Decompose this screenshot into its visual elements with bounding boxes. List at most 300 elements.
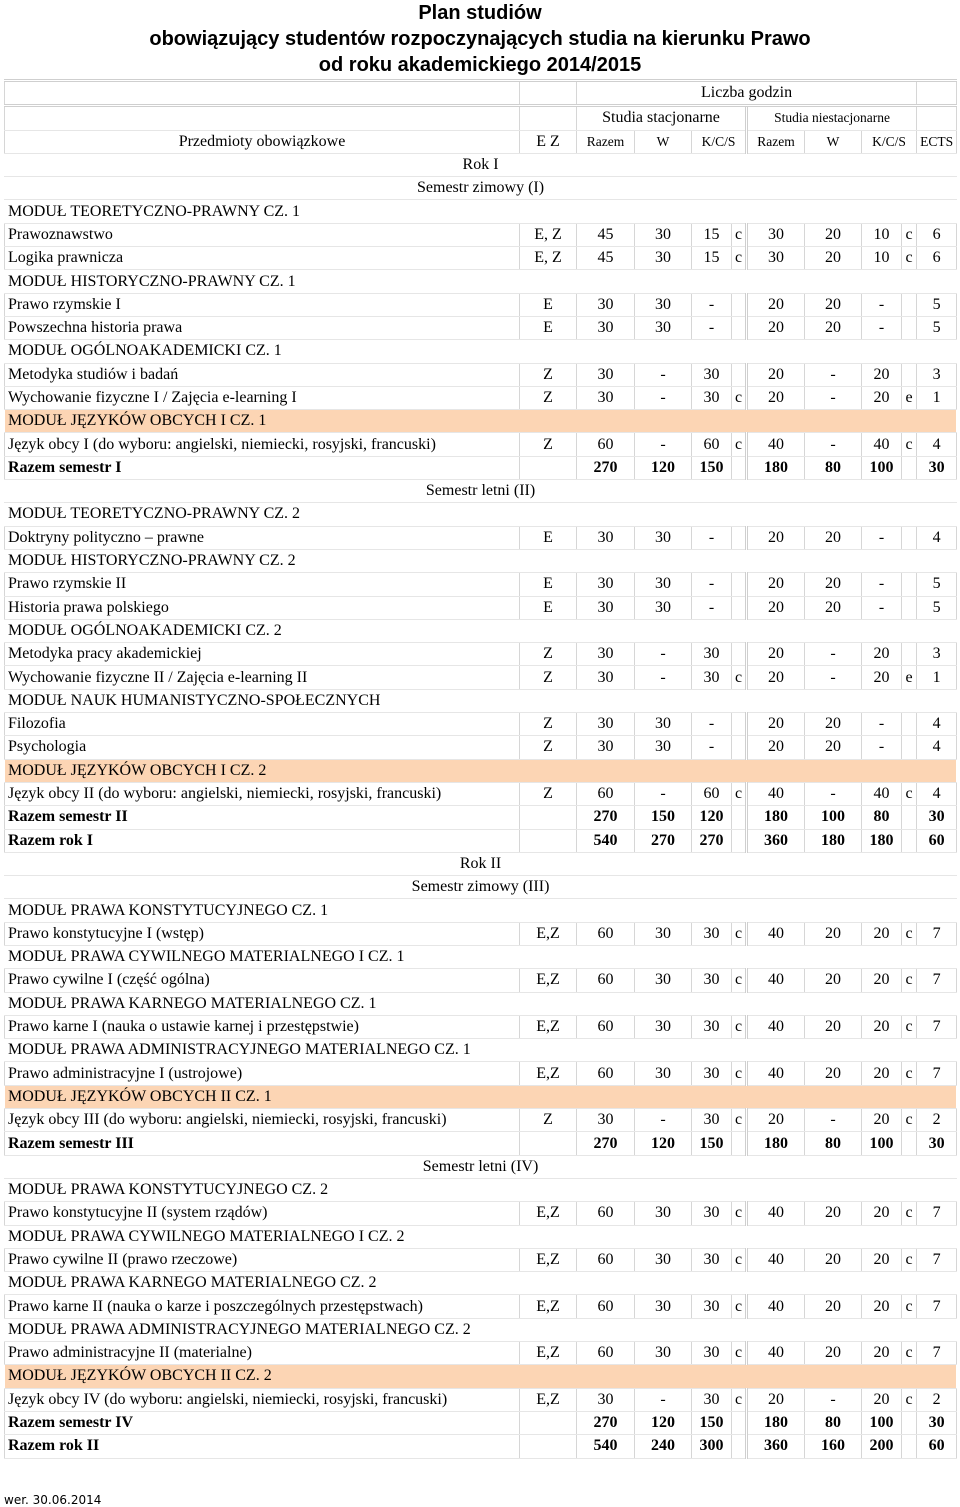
full-time-total: 270 <box>577 806 635 829</box>
full-time-classes: 30 <box>692 1295 732 1318</box>
full-time-class-type: c <box>732 1248 747 1271</box>
part-time-class-type <box>902 806 917 829</box>
full-time-lectures: - <box>635 363 692 386</box>
full-time-classes: 30 <box>692 386 732 409</box>
part-time-total: 180 <box>747 806 805 829</box>
part-time-classes: 10 <box>862 247 902 270</box>
full-time-lectures: 30 <box>635 1202 692 1225</box>
part-time-class-type <box>902 596 917 619</box>
part-time-lectures: 20 <box>805 736 862 759</box>
subject-name: Powszechna historia prawa <box>5 316 520 339</box>
section-heading-row <box>5 177 957 200</box>
exam-form: Z <box>520 713 577 736</box>
full-time-total: 30 <box>577 316 635 339</box>
module-row <box>5 992 957 1015</box>
part-time-total: 40 <box>747 1015 805 1038</box>
part-time-total: 20 <box>747 736 805 759</box>
section-heading: Rok I <box>5 153 957 176</box>
part-time-classes: 20 <box>862 643 902 666</box>
ects-points: 30 <box>917 806 957 829</box>
exam-form: E <box>520 316 577 339</box>
part-time-lectures: 20 <box>805 1202 862 1225</box>
full-time-total: 30 <box>577 666 635 689</box>
part-time-class-type <box>902 736 917 759</box>
part-time-total: 30 <box>747 223 805 246</box>
part-time-total: 40 <box>747 969 805 992</box>
header-row-columns <box>5 130 957 153</box>
exam-form: E,Z <box>520 969 577 992</box>
module-row <box>5 899 957 922</box>
ects-header: ECTS <box>917 130 957 153</box>
part-time-header: Studia niestacjonarne <box>747 106 917 130</box>
exam-form: E,Z <box>520 922 577 945</box>
full-time-class-type <box>732 456 747 479</box>
full-time-total: 270 <box>577 456 635 479</box>
section-heading-row <box>5 876 957 899</box>
subject-name: Język obcy IV (do wyboru: angielski, niemiecki, rosyjski, francuski) <box>5 1388 520 1411</box>
version-footer: wer. 30.06.2014 <box>4 1493 102 1507</box>
part-time-classes: 40 <box>862 433 902 456</box>
part-time-class-type: c <box>902 1109 917 1132</box>
language-module-row <box>5 1085 957 1108</box>
section-heading: Semestr zimowy (III) <box>5 876 957 899</box>
full-time-class-type <box>732 713 747 736</box>
language-module-row <box>5 410 957 433</box>
module-row <box>5 549 957 572</box>
ects-points: 30 <box>917 1411 957 1434</box>
ects-points: 5 <box>917 316 957 339</box>
module-row <box>5 1178 957 1201</box>
part-time-total: 20 <box>747 316 805 339</box>
full-time-total: 60 <box>577 433 635 456</box>
part-time-total: 20 <box>747 1109 805 1132</box>
total-row <box>5 456 957 479</box>
part-time-classes: 20 <box>862 1248 902 1271</box>
full-time-total: 30 <box>577 596 635 619</box>
language-module-row <box>5 759 957 782</box>
section-heading: Semestr zimowy (I) <box>5 177 957 200</box>
section-heading-row <box>5 852 957 875</box>
full-time-total: 30 <box>577 526 635 549</box>
subject-name: Prawoznawstwo <box>5 223 520 246</box>
title-line-1: Plan studiów <box>418 2 542 24</box>
ects-points: 3 <box>917 363 957 386</box>
subject-row <box>5 1015 957 1038</box>
part-time-class-type: c <box>902 1015 917 1038</box>
part-time-lectures: 20 <box>805 1342 862 1365</box>
part-time-total: 180 <box>747 1411 805 1434</box>
part-time-class-type: c <box>902 1295 917 1318</box>
full-time-total: 30 <box>577 736 635 759</box>
part-time-classes: - <box>862 596 902 619</box>
exam-form <box>520 1132 577 1155</box>
exam-header: E Z <box>520 130 577 153</box>
part-time-classes: 10 <box>862 223 902 246</box>
part-time-class-type: c <box>902 1062 917 1085</box>
full-time-classes: 60 <box>692 433 732 456</box>
part-time-total: 40 <box>747 1062 805 1085</box>
full-time-lectures: 30 <box>635 1342 692 1365</box>
full-time-lectures: 120 <box>635 1132 692 1155</box>
subject-row <box>5 736 957 759</box>
full-time-lectures: 30 <box>635 1015 692 1038</box>
ects-points: 7 <box>917 1295 957 1318</box>
full-time-lectures: 120 <box>635 456 692 479</box>
full-time-lectures: - <box>635 1109 692 1132</box>
part-time-lectures: 20 <box>805 596 862 619</box>
subject-row <box>5 433 957 456</box>
full-time-class-type <box>732 1411 747 1434</box>
part-time-total: 30 <box>747 247 805 270</box>
section-heading-row <box>5 153 957 176</box>
part-time-classes: - <box>862 713 902 736</box>
total-label: Razem rok I <box>5 829 520 852</box>
part-time-total: 20 <box>747 596 805 619</box>
part-time-class-type: c <box>902 782 917 805</box>
module-row <box>5 619 957 642</box>
part-time-total: 40 <box>747 922 805 945</box>
subject-row <box>5 782 957 805</box>
full-time-classes: 60 <box>692 782 732 805</box>
subject-name: Prawo rzymskie I <box>5 293 520 316</box>
part-time-class-type: c <box>902 1388 917 1411</box>
module-title: MODUŁ PRAWA ADMINISTRACYJNEGO MATERIALNEGO CZ. 2 <box>5 1318 957 1341</box>
total-row <box>5 829 957 852</box>
subject-name: Metodyka pracy akademickiej <box>5 643 520 666</box>
part-time-class-type <box>902 1411 917 1434</box>
module-title: MODUŁ PRAWA KONSTYTUCYJNEGO CZ. 2 <box>5 1178 957 1201</box>
subject-row <box>5 526 957 549</box>
subject-name: Prawo administracyjne II (materialne) <box>5 1342 520 1365</box>
full-time-classes-header: K/C/S <box>692 130 747 153</box>
full-time-lectures: - <box>635 433 692 456</box>
part-time-total: 360 <box>747 829 805 852</box>
total-label: Razem rok II <box>5 1435 520 1458</box>
full-time-lectures: - <box>635 386 692 409</box>
full-time-total: 45 <box>577 223 635 246</box>
full-time-total: 540 <box>577 829 635 852</box>
full-time-total: 270 <box>577 1411 635 1434</box>
subject-row <box>5 1202 957 1225</box>
exam-form: E <box>520 526 577 549</box>
part-time-lectures: - <box>805 666 862 689</box>
full-time-classes: 30 <box>692 643 732 666</box>
full-time-lectures-header: W <box>635 130 692 153</box>
part-time-total: 20 <box>747 526 805 549</box>
subject-row <box>5 1109 957 1132</box>
exam-form: E <box>520 573 577 596</box>
full-time-total: 60 <box>577 922 635 945</box>
total-label: Razem semestr II <box>5 806 520 829</box>
part-time-total: 40 <box>747 1342 805 1365</box>
section-heading: Semestr letni (II) <box>5 480 957 503</box>
subject-row <box>5 316 957 339</box>
part-time-lectures: 20 <box>805 922 862 945</box>
part-time-lectures: 20 <box>805 573 862 596</box>
total-label: Razem semestr III <box>5 1132 520 1155</box>
part-time-class-type <box>902 1435 917 1458</box>
part-time-classes: 180 <box>862 829 902 852</box>
exam-form: E,Z <box>520 1248 577 1271</box>
part-time-lectures: - <box>805 643 862 666</box>
full-time-class-type: c <box>732 247 747 270</box>
full-time-total: 30 <box>577 1109 635 1132</box>
part-time-classes: 20 <box>862 386 902 409</box>
subject-name: Logika prawnicza <box>5 247 520 270</box>
part-time-classes: 80 <box>862 806 902 829</box>
part-time-total: 20 <box>747 293 805 316</box>
full-time-classes: 30 <box>692 1342 732 1365</box>
full-time-classes: 30 <box>692 363 732 386</box>
ects-points: 7 <box>917 969 957 992</box>
full-time-class-type: c <box>732 1202 747 1225</box>
full-time-lectures: - <box>635 1388 692 1411</box>
full-time-total: 540 <box>577 1435 635 1458</box>
exam-form: Z <box>520 433 577 456</box>
ects-points: 2 <box>917 1388 957 1411</box>
full-time-lectures: 30 <box>635 293 692 316</box>
module-title: MODUŁ PRAWA CYWILNEGO MATERIALNEGO I CZ. 2 <box>5 1225 957 1248</box>
exam-form: E,Z <box>520 1388 577 1411</box>
section-heading-row <box>5 480 957 503</box>
full-time-class-type: c <box>732 1109 747 1132</box>
full-time-total: 60 <box>577 1202 635 1225</box>
full-time-total: 30 <box>577 713 635 736</box>
subject-row <box>5 363 957 386</box>
subject-name: Prawo karne I (nauka o ustawie karnej i przestępstwie) <box>5 1015 520 1038</box>
part-time-classes: 20 <box>862 666 902 689</box>
full-time-total: 60 <box>577 1295 635 1318</box>
full-time-class-type: c <box>732 433 747 456</box>
full-time-class-type <box>732 643 747 666</box>
part-time-classes: 20 <box>862 363 902 386</box>
full-time-classes: 30 <box>692 1248 732 1271</box>
full-time-lectures: 30 <box>635 922 692 945</box>
subject-name: Wychowanie fizyczne II / Zajęcia e-learning II <box>5 666 520 689</box>
subject-row <box>5 1342 957 1365</box>
part-time-classes: 100 <box>862 1411 902 1434</box>
ects-points: 7 <box>917 922 957 945</box>
part-time-lectures: 20 <box>805 316 862 339</box>
ects-points: 4 <box>917 526 957 549</box>
part-time-class-type: c <box>902 1342 917 1365</box>
part-time-class-type: e <box>902 666 917 689</box>
part-time-lectures: - <box>805 1388 862 1411</box>
exam-form: Z <box>520 1109 577 1132</box>
exam-form: E <box>520 596 577 619</box>
part-time-lectures-header: W <box>805 130 862 153</box>
full-time-lectures: 150 <box>635 806 692 829</box>
full-time-class-type <box>732 736 747 759</box>
module-title: MODUŁ PRAWA KARNEGO MATERIALNEGO CZ. 2 <box>5 1272 957 1295</box>
subject-row <box>5 666 957 689</box>
header-row-hours <box>5 81 957 106</box>
part-time-total: 20 <box>747 573 805 596</box>
module-title: MODUŁ PRAWA KARNEGO MATERIALNEGO CZ. 1 <box>5 992 957 1015</box>
title-line-2: obowiązujący studentów rozpoczynających studia na kierunku Prawo <box>149 28 811 50</box>
exam-form: E,Z <box>520 1202 577 1225</box>
part-time-lectures: 160 <box>805 1435 862 1458</box>
full-time-total: 60 <box>577 1342 635 1365</box>
part-time-total-header: Razem <box>747 130 805 153</box>
section-heading: Rok II <box>5 852 957 875</box>
part-time-class-type: c <box>902 247 917 270</box>
part-time-lectures: 180 <box>805 829 862 852</box>
exam-form: Z <box>520 643 577 666</box>
full-time-classes: - <box>692 736 732 759</box>
full-time-total: 30 <box>577 573 635 596</box>
ects-points: 7 <box>917 1248 957 1271</box>
full-time-classes: 15 <box>692 223 732 246</box>
full-time-total: 60 <box>577 782 635 805</box>
exam-form: E, Z <box>520 247 577 270</box>
subject-row <box>5 247 957 270</box>
ects-points: 60 <box>917 829 957 852</box>
exam-form <box>520 829 577 852</box>
part-time-total: 180 <box>747 456 805 479</box>
part-time-total: 20 <box>747 643 805 666</box>
module-title: MODUŁ JĘZYKÓW OBCYCH II CZ. 2 <box>5 1365 957 1388</box>
module-row <box>5 1272 957 1295</box>
module-title: MODUŁ PRAWA KONSTYTUCYJNEGO CZ. 1 <box>5 899 957 922</box>
exam-form <box>520 1411 577 1434</box>
part-time-total: 40 <box>747 782 805 805</box>
subject-name: Język obcy I (do wyboru: angielski, niemiecki, rosyjski, francuski) <box>5 433 520 456</box>
part-time-classes: 20 <box>862 1062 902 1085</box>
part-time-class-type <box>902 829 917 852</box>
part-time-total: 40 <box>747 1248 805 1271</box>
subject-row <box>5 643 957 666</box>
full-time-class-type <box>732 806 747 829</box>
part-time-lectures: - <box>805 363 862 386</box>
subject-row <box>5 386 957 409</box>
part-time-lectures: 20 <box>805 969 862 992</box>
total-row <box>5 806 957 829</box>
module-row <box>5 270 957 293</box>
part-time-classes: - <box>862 316 902 339</box>
ects-points: 2 <box>917 1109 957 1132</box>
exam-form: E,Z <box>520 1062 577 1085</box>
ects-points: 7 <box>917 1342 957 1365</box>
full-time-classes: 15 <box>692 247 732 270</box>
full-time-class-type: c <box>732 1062 747 1085</box>
full-time-classes: 30 <box>692 1388 732 1411</box>
module-row <box>5 945 957 968</box>
full-time-class-type: c <box>732 1015 747 1038</box>
full-time-lectures: - <box>635 666 692 689</box>
full-time-classes: - <box>692 316 732 339</box>
subject-name: Język obcy II (do wyboru: angielski, niemiecki, rosyjski, francuski) <box>5 782 520 805</box>
full-time-total: 60 <box>577 1062 635 1085</box>
ects-points: 6 <box>917 223 957 246</box>
part-time-class-type: e <box>902 386 917 409</box>
module-title: MODUŁ TEORETYCZNO-PRAWNY CZ. 1 <box>5 200 957 223</box>
full-time-classes: - <box>692 596 732 619</box>
full-time-total: 30 <box>577 293 635 316</box>
full-time-lectures: 30 <box>635 1295 692 1318</box>
part-time-class-type: c <box>902 922 917 945</box>
ects-points: 5 <box>917 293 957 316</box>
exam-form: E,Z <box>520 1342 577 1365</box>
header-row-mode <box>5 106 957 130</box>
part-time-lectures: 20 <box>805 223 862 246</box>
module-title: MODUŁ JĘZYKÓW OBCYCH I CZ. 1 <box>5 410 957 433</box>
ects-points: 4 <box>917 713 957 736</box>
full-time-classes: 30 <box>692 1202 732 1225</box>
full-time-lectures: - <box>635 643 692 666</box>
full-time-class-type <box>732 573 747 596</box>
part-time-total: 40 <box>747 1202 805 1225</box>
part-time-classes: 40 <box>862 782 902 805</box>
part-time-classes: 20 <box>862 922 902 945</box>
full-time-class-type: c <box>732 782 747 805</box>
full-time-classes: 150 <box>692 1132 732 1155</box>
subject-name: Prawo rzymskie II <box>5 573 520 596</box>
full-time-class-type: c <box>732 1295 747 1318</box>
total-label: Razem semestr I <box>5 456 520 479</box>
part-time-lectures: 100 <box>805 806 862 829</box>
module-title: MODUŁ NAUK HUMANISTYCZNO-SPOŁECZNYCH <box>5 689 957 712</box>
subject-row <box>5 922 957 945</box>
section-heading-row <box>5 1155 957 1178</box>
subject-row <box>5 293 957 316</box>
full-time-lectures: 270 <box>635 829 692 852</box>
full-time-header: Studia stacjonarne <box>577 106 747 130</box>
exam-form: E,Z <box>520 1015 577 1038</box>
full-time-lectures: 240 <box>635 1435 692 1458</box>
study-plan-table <box>4 79 957 1459</box>
full-time-class-type <box>732 316 747 339</box>
module-row <box>5 503 957 526</box>
ects-points: 30 <box>917 456 957 479</box>
subject-row <box>5 596 957 619</box>
part-time-lectures: 20 <box>805 293 862 316</box>
part-time-lectures: 20 <box>805 1295 862 1318</box>
subject-name: Prawo cywilne II (prawo rzeczowe) <box>5 1248 520 1271</box>
part-time-lectures: 20 <box>805 1062 862 1085</box>
ects-points: 6 <box>917 247 957 270</box>
subject-row <box>5 573 957 596</box>
full-time-total: 30 <box>577 386 635 409</box>
part-time-classes: 100 <box>862 456 902 479</box>
section-heading: Semestr letni (IV) <box>5 1155 957 1178</box>
full-time-lectures: 120 <box>635 1411 692 1434</box>
part-time-lectures: 80 <box>805 1411 862 1434</box>
full-time-classes: 150 <box>692 456 732 479</box>
exam-form: Z <box>520 782 577 805</box>
full-time-total: 60 <box>577 969 635 992</box>
full-time-lectures: 30 <box>635 713 692 736</box>
subject-name: Historia prawa polskiego <box>5 596 520 619</box>
full-time-lectures: 30 <box>635 247 692 270</box>
part-time-lectures: 20 <box>805 1015 862 1038</box>
ects-points: 1 <box>917 386 957 409</box>
part-time-class-type <box>902 643 917 666</box>
subject-name: Prawo konstytucyjne I (wstęp) <box>5 922 520 945</box>
subject-name: Prawo cywilne I (część ogólna) <box>5 969 520 992</box>
ects-points: 7 <box>917 1015 957 1038</box>
full-time-total: 270 <box>577 1132 635 1155</box>
part-time-lectures: - <box>805 782 862 805</box>
ects-points: 4 <box>917 736 957 759</box>
module-title: MODUŁ OGÓLNOAKADEMICKI CZ. 2 <box>5 619 957 642</box>
full-time-class-type <box>732 1132 747 1155</box>
part-time-lectures: - <box>805 1109 862 1132</box>
full-time-lectures: 30 <box>635 969 692 992</box>
part-time-total: 20 <box>747 713 805 736</box>
full-time-classes: 30 <box>692 922 732 945</box>
part-time-classes: 20 <box>862 1342 902 1365</box>
